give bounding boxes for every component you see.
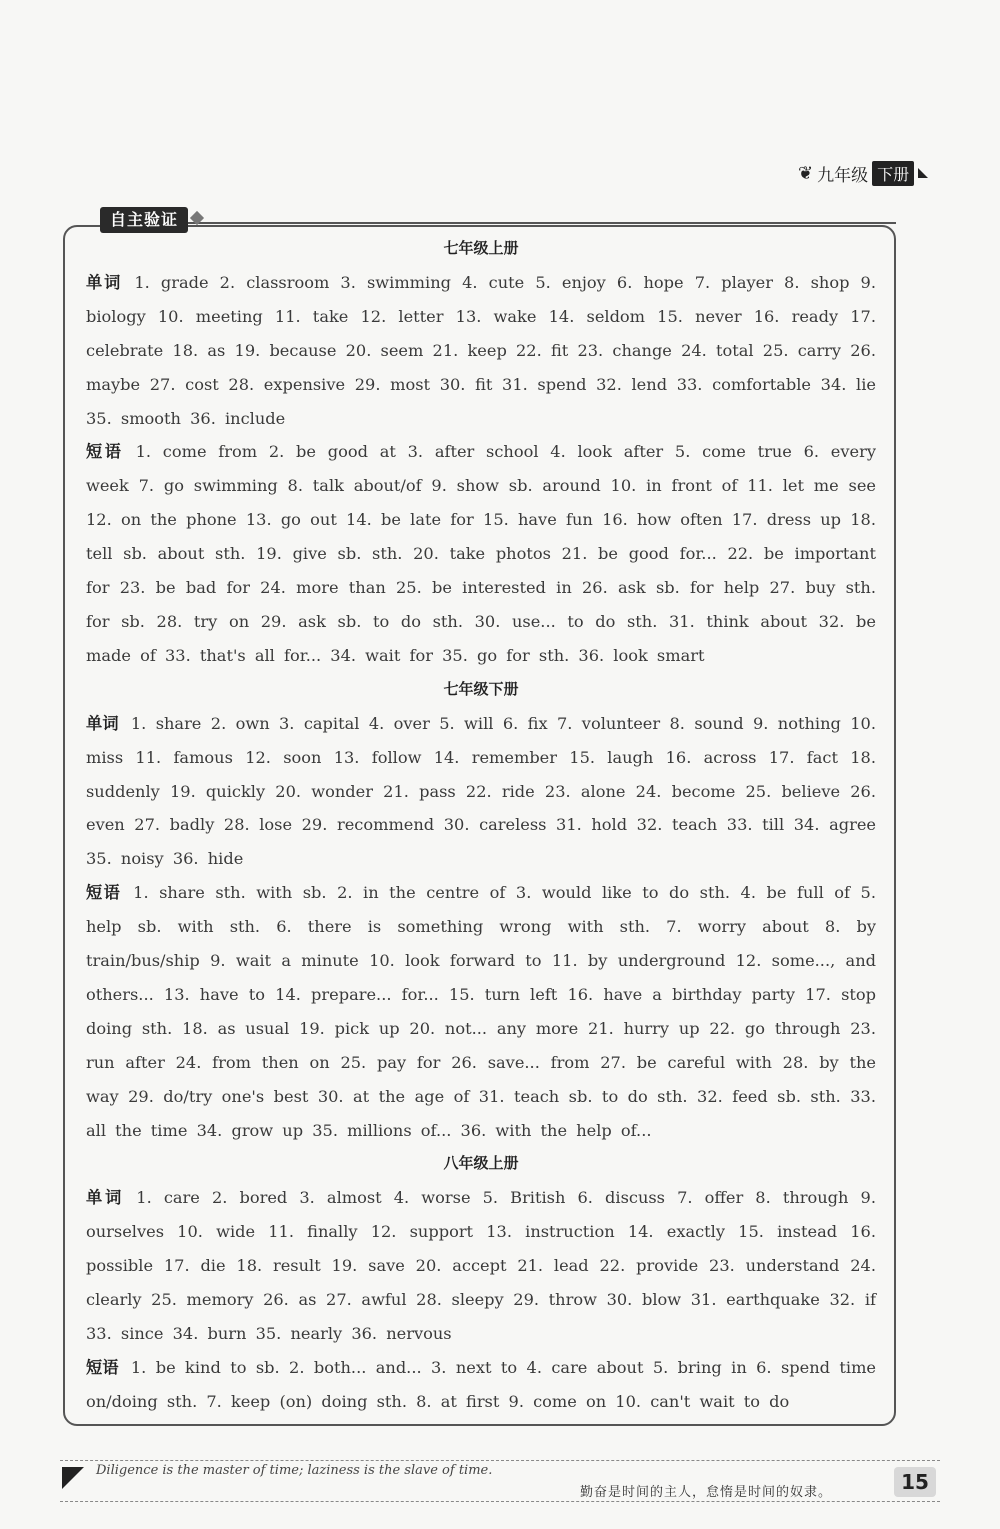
- phrase-para: [86, 876, 876, 1147]
- volume-label: 下册: [872, 161, 914, 186]
- phrase-para: [86, 435, 876, 672]
- para-label: 单词: [86, 272, 123, 292]
- vocab-para: [86, 1181, 876, 1351]
- para-label: 短语: [86, 883, 122, 903]
- grade-label: 九年级: [817, 165, 869, 186]
- footer-motto-english: Diligence is the master of time; laziness is the slave of time.: [96, 1463, 493, 1478]
- para-text: 1. be kind to sb. 2. both... and... 3. next to 4. care about 5. bring in 6. spend time on/doing sth. 7. keep (on) doing sth. 8. at first 9. come on 10. can't wait to do: [86, 1357, 877, 1411]
- para-text: 1. grade 2. classroom 3. swimming 4. cute 5. enjoy 6. hope 7. player 8. shop 9. biology 10. meeting 11. take 12. letter 13. wake 14. seldom 15. never 16. ready 17. celebrate 18. as 19. because 20. seem 21. keep 22. fit 23. change 24. total 25. carry 26. maybe 27. cost 28. expensive 29. most 30. fit 31. spend 32. lend 33. comfortable 34. lie 35. smooth 36. include: [86, 272, 876, 428]
- block-title: 八年级上册: [443, 1154, 519, 1173]
- answer-content: [86, 232, 876, 1419]
- para-text: 1. care 2. bored 3. almost 4. worse 5. British 6. discuss 7. offer 8. through 9. ourselves 10. wide 11. finally 12. support 13. instruction 14. exactly 15. instead 16. possible 17. die 18. result 19. save 20. accept 21. lead 22. provide 23. understand 24. clearly 25. memory 26. as 27. awful 28. sleepy 29. throw 30. blow 31. earthquake 32. if 33. since 34. burn 35. nearly 36. nervous: [86, 1188, 877, 1343]
- footer-triangle-icon: [62, 1467, 84, 1489]
- para-text: 1. share sth. with sb. 2. in the centre of 3. would like to do sth. 4. be full of 5. help sb. with sth. 6. there is something wrong with sth. 7. worry about 8. by train/bus/ship 9. wait a minute 10. look forward to 11. by underground 12. some..., and others... 13. have to 14. prepare... for... 15. turn left 16. have a birthday party 17. stop doing sth. 18. as usual 19. pick up 20. not... any more 21. hurry up 22. go through 23. run after 24. from then on 25. pay for 26. save... from 27. be careful with 28. by the way 29. do/try one's best 30. at the age of 31. teach sb. to do sth. 32. feed sb. sth. 33. all the time 34. grow up 35. millions of... 36. with the help of...: [86, 883, 876, 1140]
- block-grade7-vol1: [86, 232, 876, 673]
- vocab-para: [86, 266, 876, 436]
- para-text: 1. come from 2. be good at 3. after school 4. look after 5. come true 6. every week 7. go swimming 8. talk about/of 9. show sb. around 10. in front of 11. let me see 12. on the phone 13. go out 14. be late for 15. have fun 16. how often 17. dress up 18. tell sb. about sth. 19. give sb. sth. 20. take photos 21. be good for... 22. be important for 23. be bad for 24. more than 25. be interested in 26. ask sb. for help 27. buy sth. for sb. 28. try on 29. ask sb. to do sth. 30. use... to do sth. 31. think about 32. be made of 33. that's all for... 34. wait for 35. go for sth. 36. look smart: [86, 442, 876, 665]
- para-text: 1. share 2. own 3. capital 4. over 5. will 6. fix 7. volunteer 8. sound 9. nothing 10. miss 11. famous 12. soon 13. follow 14. remember 15. laugh 16. across 17. fact 18. suddenly 19. quickly 20. wonder 21. pass 22. ride 23. alone 24. become 25. believe 26. even 27. badly 28. lose 29. recommend 30. careless 31. hold 32. teach 33. till 34. agree 35. noisy 36. hide: [86, 713, 877, 869]
- vocab-para: [86, 707, 876, 877]
- para-label: 单词: [86, 1188, 125, 1208]
- para-label: 短语: [86, 1357, 119, 1377]
- footer-motto-chinese: 勤奋是时间的主人，怠惰是时间的奴隶。: [580, 1485, 833, 1500]
- block-grade7-vol2: [86, 673, 876, 1148]
- page-number: 15: [894, 1467, 936, 1497]
- phrase-para: [86, 1351, 876, 1419]
- block-title: 七年级下册: [443, 679, 519, 698]
- block-title: 七年级上册: [443, 239, 519, 257]
- para-label: 短语: [86, 442, 124, 462]
- section-tag: 自主验证: [100, 207, 188, 233]
- page-footer: [60, 1460, 940, 1502]
- block-grade8-vol1: [86, 1147, 876, 1418]
- book-badge: [798, 160, 928, 186]
- corner-flag-icon: [918, 168, 928, 178]
- para-label: 单词: [86, 713, 119, 733]
- header-rule: [100, 222, 896, 224]
- book-icon: ❦: [798, 162, 814, 184]
